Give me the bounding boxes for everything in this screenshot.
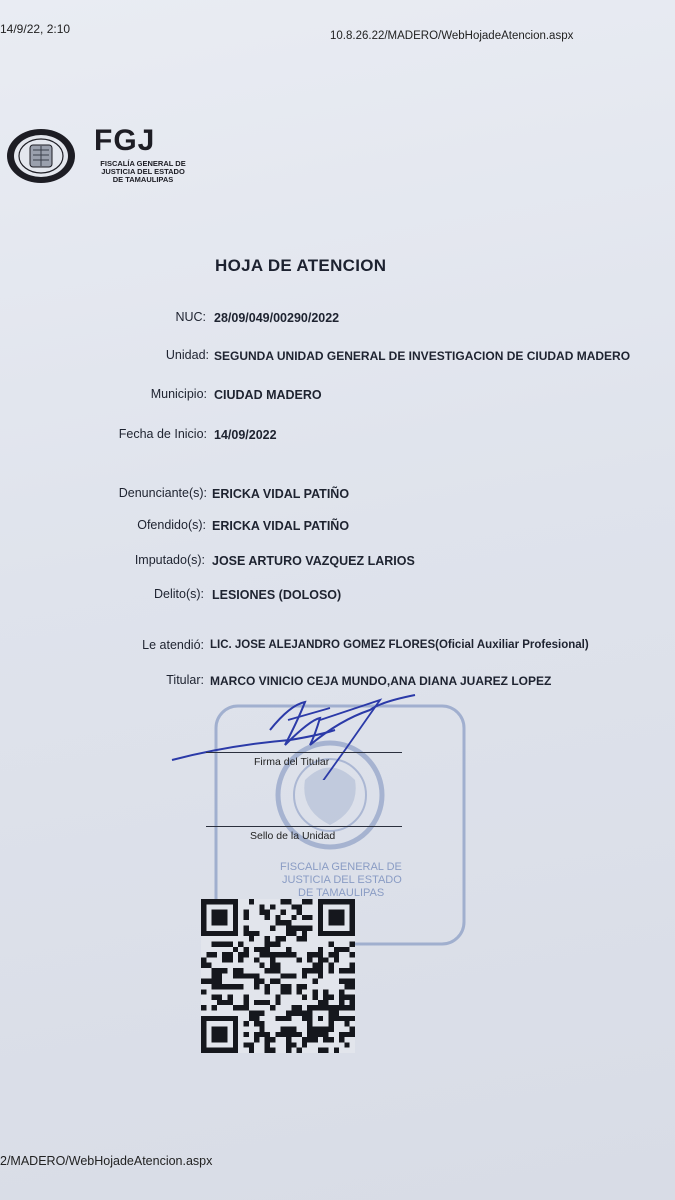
ofendido-label: Ofendido(s): [137, 518, 206, 532]
firma-line [206, 752, 402, 753]
imputado-label: Imputado(s): [134, 553, 205, 567]
municipio-value: CIUDAD MADERO [214, 388, 322, 402]
logo-subtitle [94, 160, 192, 184]
document-title: HOJA DE ATENCION [215, 256, 387, 275]
logo-subtitle-line3: DE TAMAULIPAS [112, 175, 174, 184]
municipio-label: Municipio: [150, 387, 207, 401]
denunciante-value: ERICKA VIDAL PATIÑO [212, 487, 350, 501]
imputado-value: JOSE ARTURO VAZQUEZ LARIOS [212, 554, 415, 568]
firma-caption: Firma del Titular [254, 756, 330, 768]
le-atendio-value: LIC. JOSE ALEJANDRO GOMEZ FLORES(Oficial Auxiliar Profesional) [210, 639, 589, 651]
seal-emblem-icon [6, 128, 76, 184]
sello-caption: Sello de la Unidad [250, 830, 336, 842]
logo-acronym: FGJ [94, 124, 156, 157]
unidad-label: Unidad: [165, 348, 209, 362]
qr-code [201, 896, 355, 1056]
le-atendio-label: Le atendió: [142, 638, 204, 652]
footer-url: 2/MADERO/WebHojadeAtencion.aspx [0, 1154, 213, 1168]
sello-line [206, 826, 402, 827]
nuc-label: NUC: [175, 310, 206, 324]
logo-subtitle-line1: FISCALÍA GENERAL DE [100, 159, 186, 168]
delito-value: LESIONES (DOLOSO) [212, 588, 342, 602]
titular-value: MARCO VINICIO CEJA MUNDO,ANA DIANA JUAREZ LOPEZ [210, 674, 552, 688]
delito-label: Delito(s): [153, 587, 204, 601]
titular-label: Titular: [166, 673, 204, 687]
fecha-inicio-label: Fecha de Inicio: [118, 427, 207, 441]
print-url: 10.8.26.22/MADERO/WebHojadeAtencion.aspx [330, 30, 574, 42]
unidad-value: SEGUNDA UNIDAD GENERAL DE INVESTIGACION DE CIUDAD MADERO [214, 349, 631, 363]
stamp-line1: FISCALIA GENERAL DE [280, 861, 402, 873]
ofendido-value: ERICKA VIDAL PATIÑO [212, 519, 350, 533]
stamp-line2: JUSTICIA DEL ESTADO [282, 874, 402, 886]
fecha-inicio-value: 14/09/2022 [214, 428, 277, 442]
fgj-logo [6, 126, 186, 188]
logo-subtitle-line2: JUSTICIA DEL ESTADO [101, 167, 185, 176]
denunciante-label: Denunciante(s): [118, 486, 207, 500]
print-datetime: 14/9/22, 2:10 [0, 22, 71, 36]
stamp-line3: DE TAMAULIPAS [298, 887, 385, 899]
nuc-value: 28/09/049/00290/2022 [214, 311, 340, 325]
